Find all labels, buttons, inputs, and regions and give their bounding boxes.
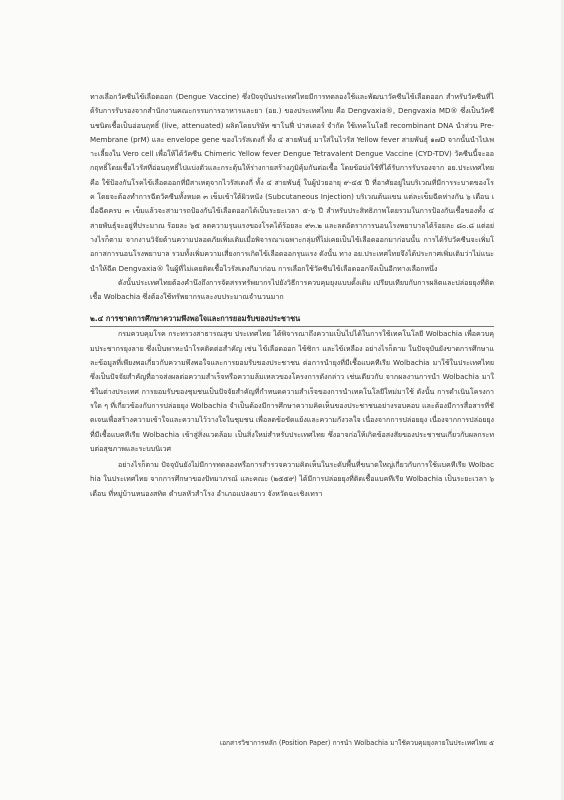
paragraph-field-trial: อย่างไรก็ตาม ปัจจุบันยังไม่มีการทดลองหรือการสำรวจความคิดเห็นในระดับพื้นที่ขนาดใหญ่เกี่ยวกับการใช้แบคทีเรีย Wolbachia ในประเทศไทย จากการศึกษาของปัทมาภรณ์ และคณะ (๒๕๕๙) ได้มีการปล่อยยุงที่ติดเชื้อแบคทีเรีย Wolbachia เป็นระยะเวลา ๖ เดือน ที่หมู่บ้านหนองสทิด ตำบลหัวสำโรง อำเภอแปลงยาว จังหวัดฉะเชิงเทรา — [90, 460, 494, 498]
page-content — [90, 90, 494, 501]
section-heading: ๒.๔ การชาดการศึกษาความพึงพอใจและการยอมรับของประชาชน — [90, 314, 301, 324]
paragraph-dengue-vaccine: ทางเลือกวัคซีนไข้เลือดออก (Dengue Vaccine) ซึ่งปัจจุบันประเทศไทยมีการทดลองใช้และพัฒนาวัคซีนไข้เลือดออก สำหรับวัคซีนที่ได้รับการรับรองจากสำนักงานคณะกรรมการอาหารและยา (อย.) ของประเทศไทย คือ Dengvaxia®, Dengvaxia MD® ซึ่งเป็นวัคซีนชนิดเชื้อเป็นอ่อนฤทธิ์ (live, attenuated) ผลิตโดยบริษัท ซาโนฟี่ ปาสเตอร์ จำกัด ใช้เทคโนโลยี recombinant DNA นำส่วน Pre-Membrane (prM) และ envelope gene ของไวรัสเดงกี่ ทั้ง ๔ สายพันธุ์ มาใส่ในไวรัส Yellow fever สายพันธุ์ ๑๗D จากนั้นนำไปเพาะเลี้ยงใน Vero cell เพื่อให้ได้วัคซีน Chimeric Yellow fever Dengue Tetravalent Dengue Vaccine (CYD-TDV) วัคซีนนี้จะออกฤทธิ์โดยเชื้อไวรัสที่อ่อนฤทธิ์ไปแบ่งตัวและกระตุ้นให้ร่างกายสร้างภูมิคุ้มกันต่อเชื้อ โดยข้อบ่งใช้ที่ได้รับการรับรองจาก อย.ประเทศไทย คือ ใช้ป้องกันโรคไข้เลือดออกที่มีสาเหตุจากไวรัสเดงกี่ ทั้ง ๔ สายพันธุ์ ในผู้ป่วยอายุ ๙-๔๕ ปี ที่อาศัยอยู่ในบริเวณที่มีการระบาดของโรค โดยจะต้องทำการฉีดวัคซีนทั้งหมด ๓ เข็มเข้าใต้ผิวหนัง (Subcutaneous Injection) บริเวณต้นแขน แต่ละเข็มฉีดห่างกัน ๖ เดือน เมื่อฉีดครบ ๓ เข็มแล้วจะสามารถป้องกันไข้เลือดออกได้เป็นระยะเวลา ๕-๖ ปี สำหรับประสิทธิภาพโดยรวมในการป้องกันเชื้อของทั้ง ๔ สายพันธุ์จะอยู่ที่ประมาณ ร้อยละ ๖๕ ลดความรุนแรงของโรคได้ร้อยละ ๙๓.๒ และลดอัตราการนอนโรงพยาบาลได้ร้อยละ ๘๐.๘ แต่อย่างไรก็ตาม จากงานวิจัยด้านความปลอดภัยเพิ่มเติมเมื่อพิจารณาเฉพาะกลุ่มที่ไม่เคยเป็นไข้เลือดออกมาก่อนนั้น การได้รับวัคซีนจะเพิ่มโอกาสการนอนโรงพยาบาล รวมทั้งเพิ่มความเสี่ยงการเกิดไข้เลือดออกรุนแรง ดังนั้น ทาง อย.ประเทศไทยจึงได้ประกาศเพิ่มเติมว่าไม่แนะนำให้ฉีด Dengvaxia® ในผู้ที่ไม่เคยติดเชื้อไวรัสเดงกีมาก่อน การเลือกใช้วัคซีนไข้เลือดออกจึงเป็นอีกทางเลือกหนึ่ง — [90, 92, 494, 273]
paragraph-public-acceptance: กรมควบคุมโรค กระทรวงสาธารณสุข ประเทศไทย ได้พิจารณาถึงความเป็นไปได้ในการใช้เทคโนโลยี Wolbachia เพื่อควบคุมประชากรยุงลาย ซึ่งเป็นพาหะนำโรคติดต่อสำคัญ เช่น ไข้เลือดออก ไข้ซิกา และไข้เหลือง อย่างไรก็ตาม ในปัจจุบันยังขาดการศึกษาและข้อมูลที่เพียงพอเกี่ยวกับความพึงพอใจและการยอมรับของประชาชน ต่อการนำยุงที่มีเชื้อแบคทีเรีย Wolbachia มาใช้ในประเทศไทย ซึ่งเป็นปัจจัยสำคัญที่อาจส่งผลต่อความสำเร็จหรือความล้มเหลวของโครงการดังกล่าว เช่นเดียวกับ จากผลงานการนำ Wolbachia มาใช้ในต่างประเทศ การยอมรับของชุมชนเป็นปัจจัยสำคัญที่กำหนดความสำเร็จของการนำเทคโนโลยีใหม่มาใช้ ดังนั้น การดำเนินโครงการใด ๆ ที่เกี่ยวข้องกับการปล่อยยุง Wolbachia จำเป็นต้องมีการศึกษาความคิดเห็นของประชาชนอย่างรอบคอบ และต้องมีการสื่อสารที่ชัดเจนเพื่อสร้างความเข้าใจและความไว้วางใจในชุมชน เพื่อลดข้อขัดแย้งและความกังวลใจ เนื่องจากการปล่อยยุง เนื่องจากการปล่อยยุงที่มีเชื้อแบคทีเรีย Wolbachia เข้าสู่สิ่งแวดล้อม เป็นสิ่งใหม่สำหรับประเทศไทย ซึ่งอาจก่อให้เกิดข้อสงสัยของประชาชนเกี่ยวกับผลกระทบต่อสุขภาพและระบบนิเวศ — [90, 329, 494, 453]
page-footer: เอกสารวิชาการหลัก (Position Paper) การนำ Wolbachia มาใช้ควบคุมยุงลายในประเทศไทย ๕ — [219, 739, 494, 747]
paragraph-resource-allocation: ดังนั้นประเทศไทยต้องคำนึงถึงการจัดสรรทรัพยากรไปยังวิธีการควบคุมยุงแบบดั้งเดิม เปรียบเทียบกับการผลิตและปล่อยยุงที่ติดเชื้อ Wolbachia ซึ่งต้องใช้ทรัพยากรและงบประมาณจำนวนมาก — [90, 277, 494, 302]
